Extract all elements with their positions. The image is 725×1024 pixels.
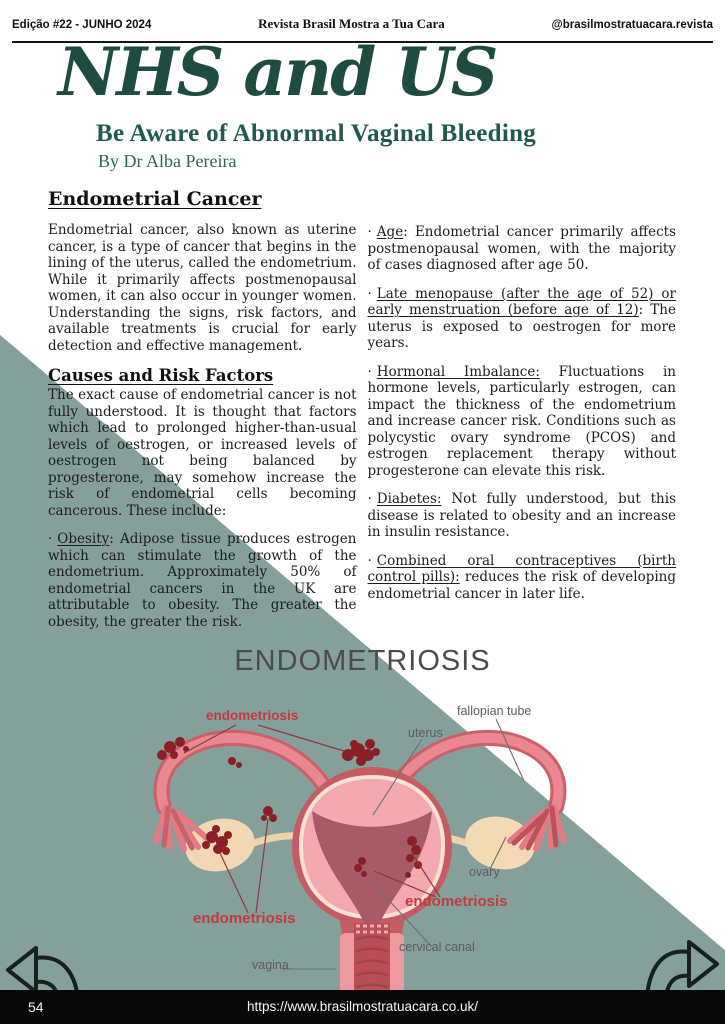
bullet-sep: :: [109, 531, 121, 547]
bullet-marker: ·: [367, 363, 372, 380]
bullet-sep: [442, 491, 452, 507]
bullet-text: The uterus is exposed to oestrogen for more years.: [367, 302, 676, 351]
section-heading-endometrial-cancer: Endometrial Cancer: [48, 188, 262, 210]
masthead: [12, 16, 713, 32]
social-handle: @brasilmostratuacara.revista: [551, 19, 713, 31]
bullet-diabetes: [368, 491, 677, 541]
website-url[interactable]: https://www.brasilmostratuacara.co.uk/: [246, 999, 479, 1014]
label-cervical-canal: cervical canal: [399, 940, 475, 954]
bullet-text: Not fully understood, but this disease is related to obesity and an increase in insulin resistance.: [367, 491, 676, 540]
article-byline: By Dr Alba Pereira: [98, 151, 237, 171]
bullet-sep: [540, 364, 559, 380]
bullet-lead: Combined oral contraceptives (birth control pills):: [367, 552, 676, 585]
bullet-text: Fluctuations in hormone levels, particularly estrogen, can impact the thickness of the endometrium and increase cancer risk. Conditions such as polycystic ovary syndrome (PCOS) and estrogen replacement therapy without progesterone can elevate this risk.: [367, 363, 676, 479]
label-endometriosis-left: endometriosis: [193, 910, 296, 927]
bullet-hormonal-imbalance: [368, 364, 677, 480]
right-column: [368, 188, 677, 642]
bullet-marker: ·: [367, 285, 372, 302]
page-title: NHS and US: [58, 33, 497, 111]
bullet-sep: :: [403, 224, 415, 240]
bullet-lead: Hormonal Imbalance:: [376, 363, 540, 380]
bullet-age: [368, 224, 677, 274]
label-endometriosis-top: endometriosis: [206, 708, 299, 723]
causes-paragraph: The exact cause of endometrial cancer is not fully understood. It is thought that factors which lead to prolonged higher-than-usual levels of oestrogen, or increased levels of oestrogen not being balanced by progesterone, may somehow increase the risk of endometrial cells becoming cancerous. These include:: [48, 387, 357, 519]
left-column: [48, 188, 357, 642]
section-heading-causes: Causes and Risk Factors: [48, 366, 274, 385]
bullet-sep: :: [638, 302, 651, 318]
magazine-name: Revista Brasil Mostra a Tua Cara: [258, 16, 445, 31]
bullet-marker: ·: [367, 491, 372, 507]
footer-bar: [0, 990, 725, 1024]
label-fallopian-tube: fallopian tube: [457, 704, 532, 718]
bullet-late-menopause: [368, 286, 677, 352]
diagram-title: ENDOMETRIOSIS: [234, 645, 491, 677]
bullet-marker: ·: [367, 224, 372, 240]
article-subtitle: Be Aware of Abnormal Vaginal Bleeding: [96, 120, 537, 147]
bullet-text: Endometrial cancer primarily affects postmenopausal women, with the majority of cases diagnosed after age 50.: [367, 224, 677, 273]
bullet-lead: Diabetes:: [376, 491, 442, 507]
bullet-marker: ·: [48, 531, 53, 547]
edition-label: Edição #22 - JUNHO 2024: [12, 19, 152, 31]
bullet-contraceptives: [368, 553, 677, 603]
uterus-illustration: [140, 695, 580, 995]
label-uterus: uterus: [408, 726, 443, 740]
bullet-obesity: [48, 531, 357, 630]
article-columns: [48, 188, 676, 642]
bullet-lead: Obesity: [57, 531, 110, 547]
bullet-lead: Late menopause (after the age of 52) or early menstruation (before age of 12): [367, 285, 676, 318]
bullet-text: reduces the risk of developing endometrial cancer in later life.: [367, 569, 676, 602]
bullet-text: Adipose tissue produces estrogen which can stimulate the growth of the endometrium. Approximately 50% of endometrial cancers in the UK are attributable to obesity. The greater the obesity, the greater the risk.: [48, 531, 357, 630]
label-ovary: ovary: [469, 865, 500, 879]
bullet-lead: Age: [376, 224, 404, 240]
intro-paragraph: Endometrial cancer, also known as uterine cancer, is a type of cancer that begins in the lining of the uterus, called the endometrium. While it primarily affects postmenopausal women, it can also occur in younger women. Understanding the signs, risk factors, and available treatments is crucial for early detection and effective management.: [48, 222, 357, 354]
label-endometriosis-right: endometriosis: [405, 893, 508, 910]
bullet-marker: ·: [367, 552, 372, 569]
label-vagina: vagina: [252, 958, 289, 972]
page-number: 54: [28, 999, 44, 1015]
